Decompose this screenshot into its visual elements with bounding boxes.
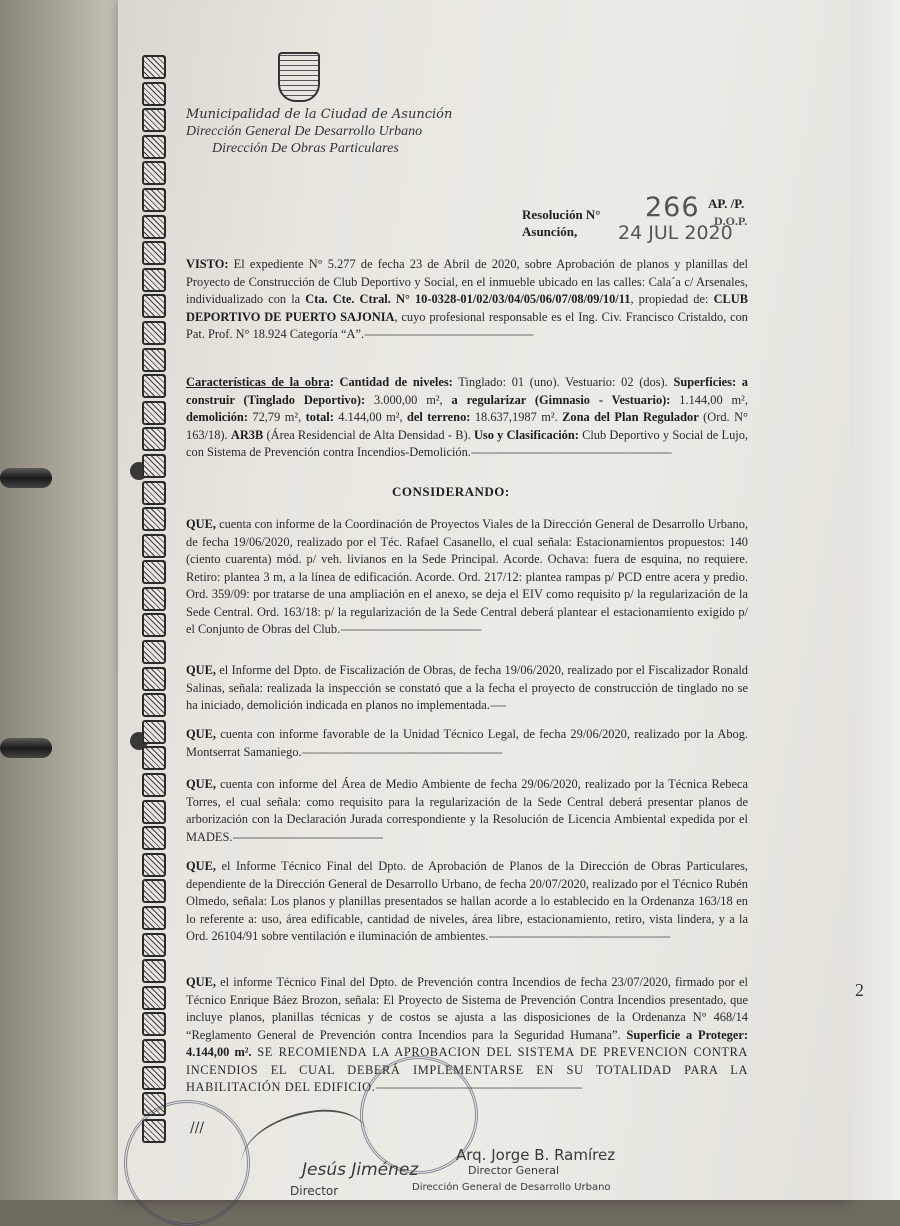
decorative-border — [142, 55, 172, 1155]
border-ornament-icon — [142, 613, 166, 637]
que6-recommendation: SE RECOMIENDA LA APROBACION DEL SISTEMA DE PREVENCION CONTRA INCENDIOS EL CUAL DEBERÁ IMPLEMENTARSE EN SU TOTALIDAD PARA LA HABILITACIÓN DEL EDIFICIO. — [186, 1045, 748, 1094]
caracteristicas-lead: Características de la obra — [186, 375, 330, 389]
que-paragraph-3 — [186, 726, 748, 761]
visto-text-1: El expediente N° 5.277 de fecha 23 de Abril de 2020, sobre Aprobación de planos y planillas del Proyecto de Construcción de Club Deportivo y Social, en el inmueble ubicado en las calles: Cala´a c/ Arsenales, individualizado con la — [186, 257, 748, 306]
letterhead-direction: Dirección General De Desarrollo Urbano — [186, 124, 423, 139]
visto-lead: VISTO: — [186, 257, 229, 271]
border-ornament-icon — [142, 401, 166, 425]
visto-paragraph — [186, 256, 748, 344]
car-b3: a regularizar (Gimnasio - Vestuario): — [451, 392, 671, 407]
border-ornament-icon — [142, 374, 166, 398]
visto-owner: CLUB DEPORTIVO DE PUERTO SAJONIA — [186, 292, 748, 324]
binder-ring-bottom — [0, 738, 52, 758]
border-ornament-icon — [142, 108, 166, 132]
car-t2: 3.000,00 m², — [365, 392, 452, 407]
que4-lead: QUE, — [186, 777, 216, 791]
border-ornament-icon — [142, 720, 166, 744]
border-ornament-icon — [142, 1039, 166, 1063]
que-paragraph-4 — [186, 776, 748, 846]
border-ornament-icon — [142, 773, 166, 797]
border-ornament-icon — [142, 82, 166, 106]
border-ornament-icon — [142, 481, 166, 505]
border-ornament-icon — [142, 268, 166, 292]
signer-right-dept: Dirección General de Desarrollo Urbano — [412, 1182, 611, 1193]
car-b4: demolición: — [186, 410, 248, 424]
car-t6: 18.637,1987 m². — [470, 410, 563, 424]
que6-surface: Superficie a Proteger: 4.144,00 m². — [186, 1027, 748, 1059]
car-b2: Superficies: a construir (Tinglado Deportivo): — [186, 375, 748, 407]
border-ornament-icon — [142, 427, 166, 451]
que3-dash: ---------------------------------------------------------------- — [301, 744, 502, 759]
que1-lead: QUE, — [186, 517, 216, 531]
border-ornament-icon — [142, 826, 166, 850]
car-t1: Tinglado: 01 (uno). Vestuario: 02 (dos). — [452, 375, 674, 389]
border-ornament-icon — [142, 640, 166, 664]
border-ornament-icon — [142, 986, 166, 1010]
que3-text: cuenta con informe favorable de la Unidad Técnico Legal, de fecha 29/06/2020, realizado por la Abog. Montserrat Samaniego. — [186, 727, 748, 759]
border-ornament-icon — [142, 454, 166, 478]
signer-right-name: Arq. Jorge B. Ramírez — [456, 1146, 616, 1164]
car-b9: Uso y Clasificación: — [473, 427, 579, 442]
border-ornament-icon — [142, 560, 166, 584]
car-b6: del terreno: — [407, 410, 471, 424]
letterhead-municipality: Municipalidad de la Ciudad de Asunción — [186, 107, 453, 122]
car-t3: 1.144,00 m², — [670, 392, 748, 407]
que6-lead: QUE, — [186, 975, 216, 989]
que4-text: cuenta con informe del Área de Medio Ambiente de fecha 29/06/2020, realizado por la Técnica Rebeca Torres, el cual señala: como requisito para la regularización de la Sede Central deberá presentar planos de arborización con la Declaración Jurada correspondiente y la Resolución de Licencia Ambiental expedida por el MADES. — [186, 777, 748, 844]
resolution-block — [522, 206, 601, 240]
considerando-heading: CONSIDERANDO: — [392, 484, 510, 499]
border-ornament-icon — [142, 321, 166, 345]
border-ornament-icon — [142, 188, 166, 212]
que-paragraph-2 — [186, 662, 748, 715]
visto-text-3: , cuyo profesional responsable es el Ing. Civ. Francisco Cristaldo, con Pat. Prof. N° 18.924 Categoría “A”. — [186, 309, 748, 341]
que-paragraph-6 — [186, 974, 748, 1097]
border-ornament-icon — [142, 906, 166, 930]
margin-mark: 2 — [855, 980, 864, 1000]
resolution-label: Resolución N° — [522, 207, 601, 222]
border-ornament-icon — [142, 879, 166, 903]
que2-lead: QUE, — [186, 663, 216, 677]
border-ornament-icon — [142, 587, 166, 611]
signer-left-title: Director — [290, 1184, 339, 1198]
que5-lead: QUE, — [186, 859, 216, 873]
border-ornament-icon — [142, 534, 166, 558]
resolution-suffix-2: D.O.P. — [714, 214, 748, 228]
car-b7: Zona del Plan Regulador — [562, 410, 699, 424]
que2-text: el Informe del Dpto. de Fiscalización de Obras, de fecha 19/06/2020, realizado por el Fiscalizador Ronald Salinas, señala: realizada la inspección se constató que a la fecha el proyecto de construcción de tinglado no se ha iniciado, demolición indicada en planos no implementada. — [186, 663, 748, 712]
border-ornament-icon — [142, 746, 166, 770]
border-ornament-icon — [142, 241, 166, 265]
resolution-date-stamp: 24 JUL 2020 — [618, 222, 733, 244]
border-ornament-icon — [142, 55, 166, 79]
car-b1: : Cantidad de niveles: — [329, 375, 453, 389]
car-t4: 72,79 m², — [247, 410, 306, 424]
letterhead — [186, 106, 452, 157]
border-ornament-icon — [142, 667, 166, 691]
que-paragraph-1 — [186, 516, 748, 639]
que6-dash: ------------------------------------------------------------------ — [375, 1080, 582, 1094]
initials-mark: /// — [190, 1120, 205, 1136]
border-ornament-icon — [142, 215, 166, 239]
resolution-place: Asunción, — [522, 224, 578, 239]
border-ornament-icon — [142, 800, 166, 824]
que4-dash: ------------------------------------------------ — [232, 829, 383, 844]
signer-left-name: Jesús Jiménez — [302, 1160, 419, 1180]
que6-text-1: el informe Técnico Final del Dpto. de Prevención contra Incendios de fecha 23/07/2020, firmado por el Técnico Enrique Báez Brozon, señala: El Proyecto de Sistema de Prevención Contra Incendios presentado, que incluye planos, planillas técnicas y de costos se ajusta a las disposiciones de la Ordenanza N° 468/14 “Reglamento General de Prevención contra Incendios para la Seguridad Humana”. — [186, 975, 748, 1042]
border-ornament-icon — [142, 853, 166, 877]
border-ornament-icon — [142, 294, 166, 318]
car-t7: (Ord. N° 163/18). — [186, 410, 749, 442]
que1-dash: --------------------------------------------- — [340, 622, 481, 636]
car-t9: Club Deportivo y Social de Lujo, con Sistema de Prevención contra Incendios-Demolición. — [186, 427, 748, 459]
border-ornament-icon — [142, 693, 166, 717]
car-b5: total: — [305, 410, 334, 424]
visto-text-2: , propiedad de: — [630, 292, 714, 306]
que5-text: el Informe Técnico Final del Dpto. de Aprobación de Planos de la Dirección de Obras Particulares, dependiente de la Dirección General de Desarrollo Urbano, de fecha 20/07/2020, realizado por el Técnico Rubén Olmedo, señala: Los planos y planillas presentados se hallan acorde a lo establecido en la Ordenanza 163/18 en lo referente a: uso, área edificable, cantidad de niveles, área libre, estacionamiento, retiro, vista lindera, y a la Ord. 26104/91 sobre ventilación e iluminación de ambientes. — [186, 859, 748, 943]
visto-account: Cta. Cte. Ctral. N° 10-0328-01/02/03/04/05/06/07/08/09/10/11 — [305, 292, 631, 306]
border-ornament-icon — [142, 1012, 166, 1036]
signer-right-title: Director General — [468, 1164, 560, 1177]
border-ornament-icon — [142, 959, 166, 983]
letterhead-subdirection: Dirección De Obras Particulares — [212, 141, 399, 156]
que3-lead: QUE, — [186, 727, 216, 741]
que1-text: cuenta con informe de la Coordinación de Proyectos Viales de la Dirección General de Desarrollo Urbano, de fecha 19/06/2020, realizado por el Téc. Rafael Casanello, el cual señala: Estacionamientos propuestos: 140 (ciento cuarenta) mód. p/ veh. livianos en la Sede Principal. Acorde. Ochava: fuera de esquina, no requiere. Retiro: plantea 3 m, a la línea de edificación. Acorde. Ord. 217/12: plantea rampas p/ PCD entre acera y predio. Ord. 359/09: por tratarse de una ampliación en el anexo, se deja el EIV como requisito p/ la regularización de la Sede Central. Ord. 163/18: p/ la regularización de la Sede Central deberá plantear el estacionamiento exigido p/ el Conjunto de Obras del Club. — [186, 517, 748, 636]
official-stamp-left — [124, 1100, 250, 1226]
border-ornament-icon — [142, 161, 166, 185]
visto-dash: ------------------------------------------------------ — [364, 327, 533, 341]
car-dash: ---------------------------------------------------------------- — [470, 445, 671, 459]
car-t8: (Área Residencial de Alta Densidad - B). — [263, 427, 474, 442]
border-ornament-icon — [142, 135, 166, 159]
que2-dash: ----- — [489, 698, 506, 712]
border-ornament-icon — [142, 1066, 166, 1090]
resolution-suffix: AP. /P. — [708, 196, 745, 211]
border-ornament-icon — [142, 507, 166, 531]
resolution-number: 266 — [645, 192, 700, 223]
border-ornament-icon — [142, 348, 166, 372]
car-b8: AR3B — [230, 427, 264, 442]
binder-ring-top — [0, 468, 52, 488]
page-stack-edge — [850, 0, 900, 1200]
car-t5: 4.144,00 m², — [333, 410, 407, 424]
caracteristicas-paragraph — [186, 374, 748, 462]
border-ornament-icon — [142, 933, 166, 957]
municipal-crest-icon — [278, 52, 320, 102]
que5-dash: ---------------------------------------------------------- — [488, 929, 670, 943]
que-paragraph-5 — [186, 858, 748, 946]
